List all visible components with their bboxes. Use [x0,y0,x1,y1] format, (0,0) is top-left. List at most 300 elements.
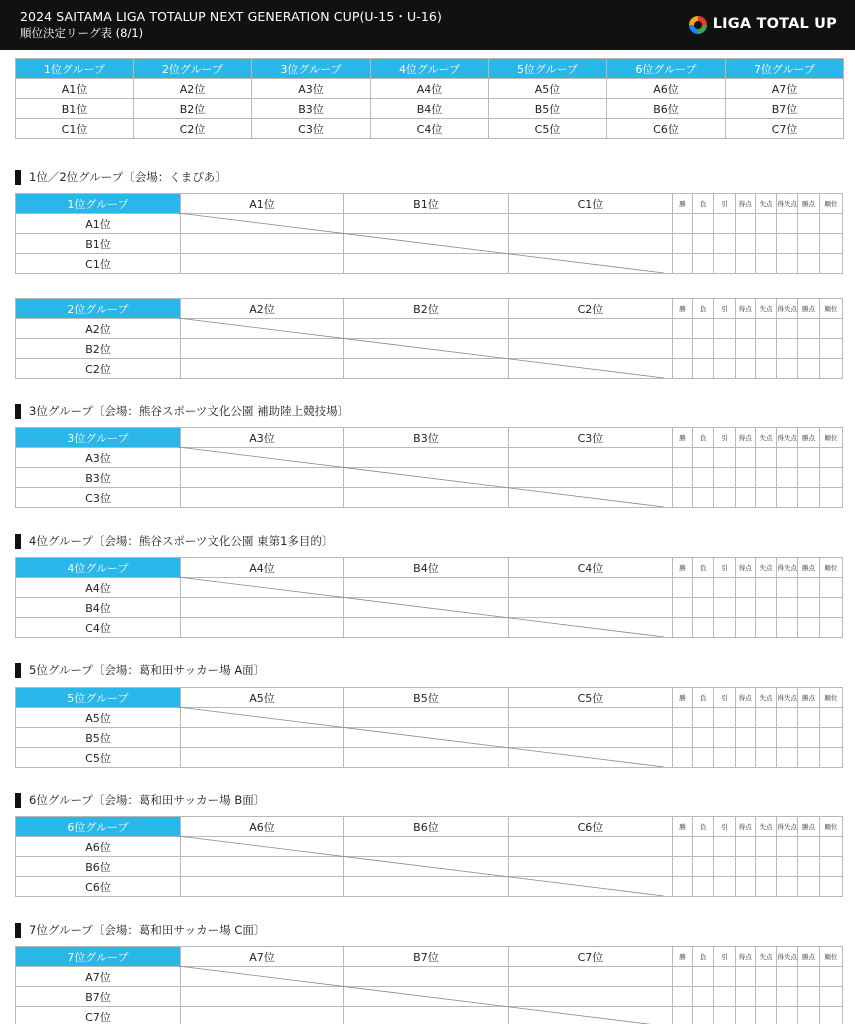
summary-header-cell: 6位グループ [607,59,726,79]
team-name-cell: C5位 [16,748,181,768]
stat-cell [819,468,842,488]
stat-cell [755,359,776,379]
stat-cell [693,728,714,748]
stat-cell [755,448,776,468]
stat-cell [735,598,755,618]
stat-cell [777,488,798,508]
stat-cell [777,748,798,768]
table-row [16,598,843,618]
stat-cell [714,214,735,234]
team-name-cell: B2位 [16,339,181,359]
stat-cell [798,254,819,274]
stat-header-cell: 得点 [735,558,755,578]
league-table [15,298,843,379]
score-cell [343,339,508,359]
score-cell [508,254,672,274]
stat-cell [714,708,735,728]
stat-header-cell: 得失点 [777,817,798,837]
summary-row [16,79,844,99]
opponent-header-cell: B1位 [343,194,508,214]
stat-cell [755,488,776,508]
stat-header-cell: 勝点 [798,688,819,708]
stat-cell [693,319,714,339]
stat-cell [714,877,735,897]
stat-cell [735,967,755,987]
opponent-header-cell: C7位 [508,947,672,967]
score-cell [508,618,672,638]
section-title-text: 1位／2位グループ〔会場：くまぴあ〕 [29,170,227,184]
score-cell [343,708,508,728]
score-cell [343,448,508,468]
stat-cell [735,359,755,379]
section-title [15,662,265,678]
stat-cell [693,254,714,274]
stat-header-cell: 順位 [819,688,842,708]
table-row [16,857,843,877]
section-title [15,792,265,808]
opponent-header-cell: B3位 [343,428,508,448]
stat-cell [693,359,714,379]
score-cell [508,728,672,748]
summary-cell: B2位 [134,99,252,119]
stat-header-cell: 得失点 [777,688,798,708]
stat-cell [714,987,735,1007]
opponent-header-cell: C5位 [508,688,672,708]
summary-header-row [16,59,844,79]
stat-cell [819,214,842,234]
stat-cell [819,748,842,768]
table-row [16,214,843,234]
score-cell [343,748,508,768]
stat-header-cell: 引 [714,428,735,448]
stat-header-cell: 引 [714,194,735,214]
stat-cell [735,708,755,728]
league-name-cell: 6位グループ [16,817,181,837]
score-cell [343,598,508,618]
league-table [15,816,843,897]
stat-cell [777,468,798,488]
score-cell [343,837,508,857]
team-name-cell: C2位 [16,359,181,379]
opponent-header-cell: A3位 [180,428,343,448]
score-cell [508,1007,672,1024]
stat-cell [672,214,692,234]
stat-cell [693,578,714,598]
stat-cell [798,987,819,1007]
stat-cell [777,359,798,379]
stat-cell [777,857,798,877]
table-row [16,877,843,897]
table-row [16,1007,843,1024]
stat-header-cell: 得点 [735,688,755,708]
stat-cell [735,234,755,254]
stat-cell [672,578,692,598]
stat-header-cell: 失点 [755,428,776,448]
score-cell [180,1007,343,1024]
stat-header-cell: 失点 [755,817,776,837]
table-row [16,618,843,638]
team-name-cell: C3位 [16,488,181,508]
league-header-row [16,428,843,448]
stat-cell [819,578,842,598]
stat-header-cell: 得失点 [777,558,798,578]
section-title [15,922,265,938]
stat-cell [755,728,776,748]
stat-cell [798,708,819,728]
stat-header-cell: 得失点 [777,947,798,967]
score-cell [180,319,343,339]
stat-header-cell: 引 [714,947,735,967]
stat-cell [777,234,798,254]
stat-cell [672,1007,692,1024]
stat-cell [735,339,755,359]
opponent-header-cell: B6位 [343,817,508,837]
stat-cell [735,857,755,877]
stat-header-cell: 負 [693,817,714,837]
stat-cell [714,857,735,877]
stat-cell [735,468,755,488]
stat-cell [798,359,819,379]
stat-cell [735,488,755,508]
score-cell [508,448,672,468]
stat-header-cell: 失点 [755,688,776,708]
stat-header-cell: 失点 [755,194,776,214]
score-cell [343,234,508,254]
stat-cell [819,837,842,857]
team-name-cell: A3位 [16,448,181,468]
stat-cell [819,339,842,359]
stat-cell [777,598,798,618]
score-cell [508,319,672,339]
stat-header-cell: 引 [714,688,735,708]
score-cell [180,254,343,274]
stat-cell [693,468,714,488]
stat-cell [735,987,755,1007]
section-marker-icon [15,534,21,549]
score-cell [508,857,672,877]
team-name-cell: B3位 [16,468,181,488]
stat-header-cell: 勝点 [798,947,819,967]
score-cell [180,728,343,748]
stat-cell [672,468,692,488]
section-title [15,533,333,549]
stat-cell [735,578,755,598]
stat-cell [755,618,776,638]
score-cell [180,578,343,598]
stat-cell [693,748,714,768]
summary-cell: C6位 [607,119,726,139]
section-title-text: 5位グループ〔会場：葛和田サッカー場 A面〕 [29,663,266,677]
stat-cell [672,234,692,254]
stat-cell [693,837,714,857]
opponent-header-cell: B7位 [343,947,508,967]
opponent-header-cell: B4位 [343,558,508,578]
score-cell [343,578,508,598]
stat-cell [735,748,755,768]
stat-header-cell: 順位 [819,299,842,319]
stat-header-cell: 得点 [735,194,755,214]
logo-text: LIGA TOTAL UP [712,16,837,32]
stat-header-cell: 失点 [755,947,776,967]
stat-header-cell: 引 [714,817,735,837]
score-cell [508,234,672,254]
stat-header-cell: 得失点 [777,299,798,319]
stat-cell [755,837,776,857]
team-name-cell: C4位 [16,618,181,638]
stat-header-cell: 負 [693,558,714,578]
table-row [16,488,843,508]
stat-header-cell: 勝点 [798,428,819,448]
score-cell [508,837,672,857]
score-cell [343,1007,508,1024]
score-cell [343,618,508,638]
stat-cell [755,857,776,877]
summary-header-cell: 5位グループ [489,59,607,79]
section-title-text: 3位グループ〔会場：熊谷スポーツ文化公園 補助陸上競技場〕 [29,404,350,418]
stat-cell [672,857,692,877]
table-row [16,319,843,339]
stat-header-cell: 得失点 [777,428,798,448]
score-cell [508,488,672,508]
stat-cell [798,598,819,618]
stat-cell [735,214,755,234]
stat-cell [672,618,692,638]
stat-cell [672,488,692,508]
stat-cell [798,877,819,897]
score-cell [180,488,343,508]
stat-cell [755,578,776,598]
stat-cell [693,877,714,897]
score-cell [180,837,343,857]
score-cell [508,339,672,359]
league-table [15,687,843,768]
stat-cell [693,967,714,987]
stat-cell [798,578,819,598]
stat-cell [672,877,692,897]
score-cell [343,857,508,877]
summary-header-cell: 4位グループ [371,59,489,79]
table-row [16,234,843,254]
opponent-header-cell: A4位 [180,558,343,578]
stat-cell [735,448,755,468]
page-title: 2024 SAITAMA LIGA TOTALUP NEXT GENERATION CUP(U-15・U-16) [20,9,442,24]
stat-cell [672,319,692,339]
stat-cell [819,254,842,274]
opponent-header-cell: A6位 [180,817,343,837]
stat-header-cell: 負 [693,428,714,448]
section-title-text: 7位グループ〔会場：葛和田サッカー場 C面〕 [29,923,266,937]
stat-header-cell: 負 [693,688,714,708]
score-cell [343,877,508,897]
opponent-header-cell: A7位 [180,947,343,967]
table-row [16,967,843,987]
summary-cell: A6位 [607,79,726,99]
table-row [16,578,843,598]
stat-header-cell: 負 [693,299,714,319]
score-cell [508,987,672,1007]
stat-cell [693,214,714,234]
table-row [16,468,843,488]
stat-cell [755,468,776,488]
stat-cell [755,987,776,1007]
stat-cell [672,359,692,379]
stat-cell [714,598,735,618]
summary-cell: C1位 [16,119,134,139]
score-cell [508,748,672,768]
stat-cell [755,234,776,254]
stat-header-cell: 得失点 [777,194,798,214]
stat-cell [777,618,798,638]
stat-cell [714,1007,735,1024]
section-marker-icon [15,793,21,808]
stat-header-cell: 順位 [819,194,842,214]
team-name-cell: A5位 [16,708,181,728]
stat-cell [672,448,692,468]
stat-cell [672,987,692,1007]
stat-cell [693,339,714,359]
score-cell [343,359,508,379]
summary-cell: C2位 [134,119,252,139]
league-header-row [16,299,843,319]
summary-cell: C3位 [252,119,371,139]
score-cell [343,468,508,488]
stat-cell [714,728,735,748]
stat-cell [714,339,735,359]
score-cell [508,578,672,598]
league-header-row [16,817,843,837]
stat-header-cell: 負 [693,947,714,967]
section-marker-icon [15,404,21,419]
stat-cell [693,618,714,638]
stat-cell [819,987,842,1007]
stat-cell [693,598,714,618]
stat-cell [693,234,714,254]
summary-row [16,99,844,119]
section-title [15,403,349,419]
score-cell [180,214,343,234]
stat-cell [755,254,776,274]
table-row [16,708,843,728]
stat-cell [755,748,776,768]
team-name-cell: C6位 [16,877,181,897]
stat-cell [777,339,798,359]
stat-cell [798,234,819,254]
team-name-cell: A6位 [16,837,181,857]
score-cell [180,234,343,254]
stat-cell [777,319,798,339]
stat-cell [819,1007,842,1024]
stat-cell [819,967,842,987]
stat-header-cell: 勝点 [798,299,819,319]
stat-cell [714,468,735,488]
stat-header-cell: 勝 [672,299,692,319]
stat-cell [777,578,798,598]
league-table [15,427,843,508]
stat-header-cell: 引 [714,299,735,319]
stat-header-cell: 負 [693,194,714,214]
table-row [16,254,843,274]
stat-cell [714,359,735,379]
stat-header-cell: 引 [714,558,735,578]
stat-cell [735,1007,755,1024]
stat-cell [798,488,819,508]
opponent-header-cell: C2位 [508,299,672,319]
stat-cell [714,448,735,468]
table-row [16,448,843,468]
stat-cell [777,708,798,728]
stat-cell [798,857,819,877]
summary-cell: A3位 [252,79,371,99]
stat-cell [777,877,798,897]
table-row [16,359,843,379]
stat-cell [777,254,798,274]
summary-cell: A5位 [489,79,607,99]
stat-cell [819,234,842,254]
stat-header-cell: 得点 [735,428,755,448]
stat-cell [672,728,692,748]
stat-cell [714,254,735,274]
score-cell [180,359,343,379]
team-name-cell: A4位 [16,578,181,598]
stat-header-cell: 失点 [755,299,776,319]
league-name-cell: 5位グループ [16,688,181,708]
opponent-header-cell: B5位 [343,688,508,708]
stat-cell [798,319,819,339]
score-cell [180,857,343,877]
stat-cell [819,877,842,897]
team-name-cell: B1位 [16,234,181,254]
stat-cell [798,468,819,488]
stat-cell [714,748,735,768]
score-cell [343,987,508,1007]
section-title [15,169,227,185]
section-marker-icon [15,663,21,678]
stat-cell [819,488,842,508]
opponent-header-cell: A5位 [180,688,343,708]
stat-cell [714,319,735,339]
league-name-cell: 4位グループ [16,558,181,578]
summary-header-cell: 1位グループ [16,59,134,79]
table-row [16,728,843,748]
stat-cell [714,967,735,987]
stat-header-cell: 勝 [672,428,692,448]
stat-cell [714,618,735,638]
team-name-cell: B7位 [16,987,181,1007]
league-name-cell: 1位グループ [16,194,181,214]
stat-cell [755,877,776,897]
stat-cell [714,578,735,598]
summary-cell: B4位 [371,99,489,119]
table-row [16,987,843,1007]
stat-header-cell: 勝 [672,947,692,967]
stat-cell [798,214,819,234]
summary-cell: B7位 [726,99,844,119]
stat-cell [735,319,755,339]
team-name-cell: C7位 [16,1007,181,1024]
stat-cell [672,748,692,768]
score-cell [343,254,508,274]
score-cell [508,877,672,897]
stat-cell [693,708,714,728]
stat-header-cell: 勝 [672,688,692,708]
section-title-text: 4位グループ〔会場：熊谷スポーツ文化公園 東第1多目的〕 [29,534,334,548]
stat-cell [714,234,735,254]
stat-header-cell: 勝 [672,194,692,214]
stat-header-cell: 得点 [735,817,755,837]
team-name-cell: A1位 [16,214,181,234]
stat-cell [755,319,776,339]
team-name-cell: B4位 [16,598,181,618]
